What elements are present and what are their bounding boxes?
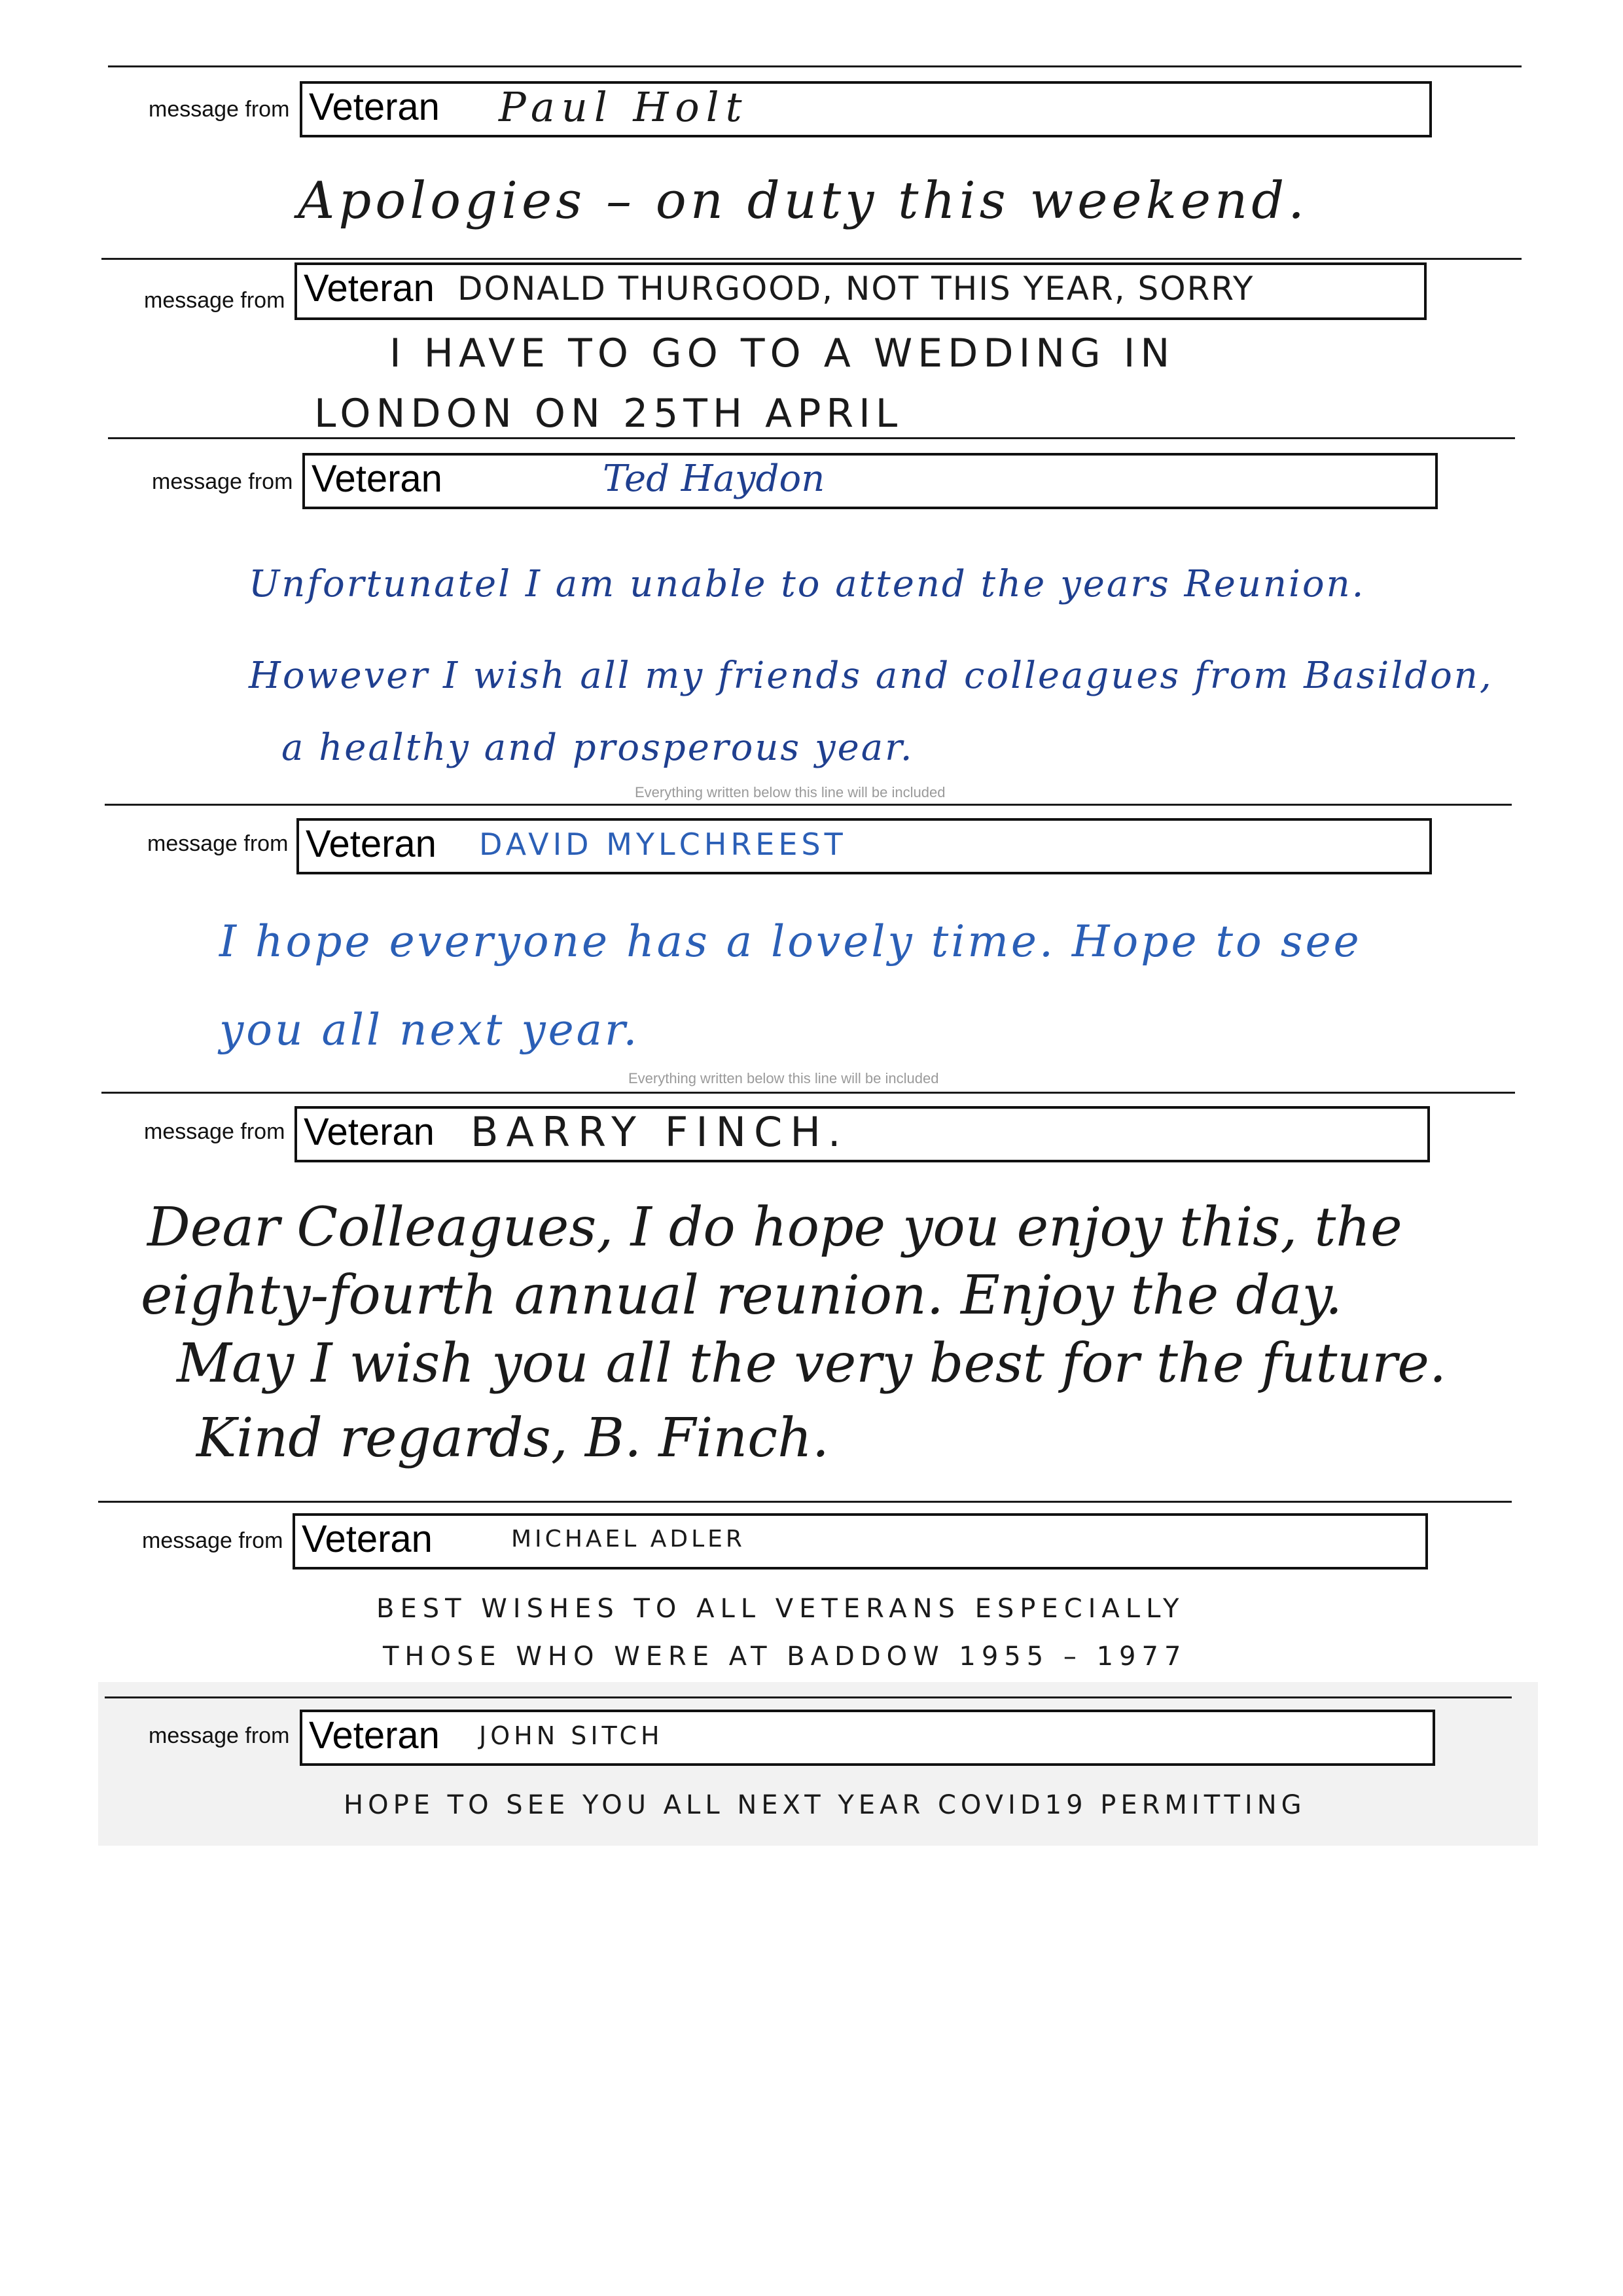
message-from-label: message from [149,1723,290,1748]
message-from-label: message from [147,831,289,856]
message-from-label: message from [142,1528,283,1553]
message-line: HOPE TO SEE YOU ALL NEXT YEAR COVID19 PERMITTING [344,1790,1306,1820]
sender-name: MICHAEL ADLER [511,1526,745,1552]
message-line: Kind regards, B. Finch. [196,1407,829,1469]
message-line: BEST WISHES TO ALL VETERANS ESPECIALLY [376,1594,1185,1624]
message-line: Dear Colleagues, I do hope you enjoy this, the [147,1196,1402,1259]
message-from-label: message from [144,1119,285,1144]
message-line: LONDON ON 25TH APRIL [314,391,903,437]
sender-name: JOHN SITCH [479,1721,664,1750]
divider-line [108,65,1522,67]
sender-field [293,1513,1428,1570]
veteran-prefix: Veteran [309,86,440,128]
sender-field [294,1106,1430,1162]
veteran-prefix: Veteran [304,1111,435,1153]
divider-line [101,1092,1515,1094]
message-line: THOSE WHO WERE AT BADDOW 1955 – 1977 [383,1641,1187,1672]
divider-line [105,804,1512,806]
veteran-prefix: Veteran [309,1714,440,1757]
message-from-label: message from [149,97,290,122]
message-line: I hope everyone has a lovely time. Hope to see [219,916,1362,967]
instruction-text: Everything written below this line will be included [635,784,946,800]
sender-name: Ted Haydon [603,457,825,500]
message-line: you all next year. [219,1005,640,1055]
sender-name: BARRY FINCH. [471,1108,849,1156]
divider-line [101,258,1522,260]
message-line: May I wish you all the very best for the future. [177,1333,1447,1395]
message-from-label: message from [144,288,285,313]
instruction-text: Everything written below this line will be included [628,1070,939,1086]
divider-line [108,437,1515,439]
sender-name: Paul Holt [499,83,749,131]
divider-line [105,1696,1512,1698]
message-line: However I wish all my friends and colleagues from Basildon, [249,655,1493,697]
message-line: Unfortunatel I am unable to attend the years Reunion. [249,563,1366,605]
veteran-prefix: Veteran [306,823,437,865]
message-line: eighty-fourth annual reunion. Enjoy the day. [141,1265,1343,1327]
message-line: Apologies – on duty this weekend. [298,171,1308,230]
sender-field [296,818,1432,874]
sender-field [302,453,1438,509]
veteran-prefix: Veteran [312,457,442,500]
veteran-prefix: Veteran [302,1518,433,1560]
sender-field [300,81,1432,137]
message-line: a healthy and prosperous year. [281,726,914,769]
veteran-prefix: Veteran [304,267,435,310]
divider-line [98,1501,1512,1503]
sender-field [294,262,1427,320]
sender-field [300,1710,1435,1766]
message-from-label: message from [152,469,293,494]
sender-name: DONALD THURGOOD, NOT THIS YEAR, SORRY [457,270,1255,308]
sender-name: DAVID MYLCHREEST [479,827,847,862]
message-line: I HAVE TO GO TO A WEDDING IN [389,331,1175,376]
